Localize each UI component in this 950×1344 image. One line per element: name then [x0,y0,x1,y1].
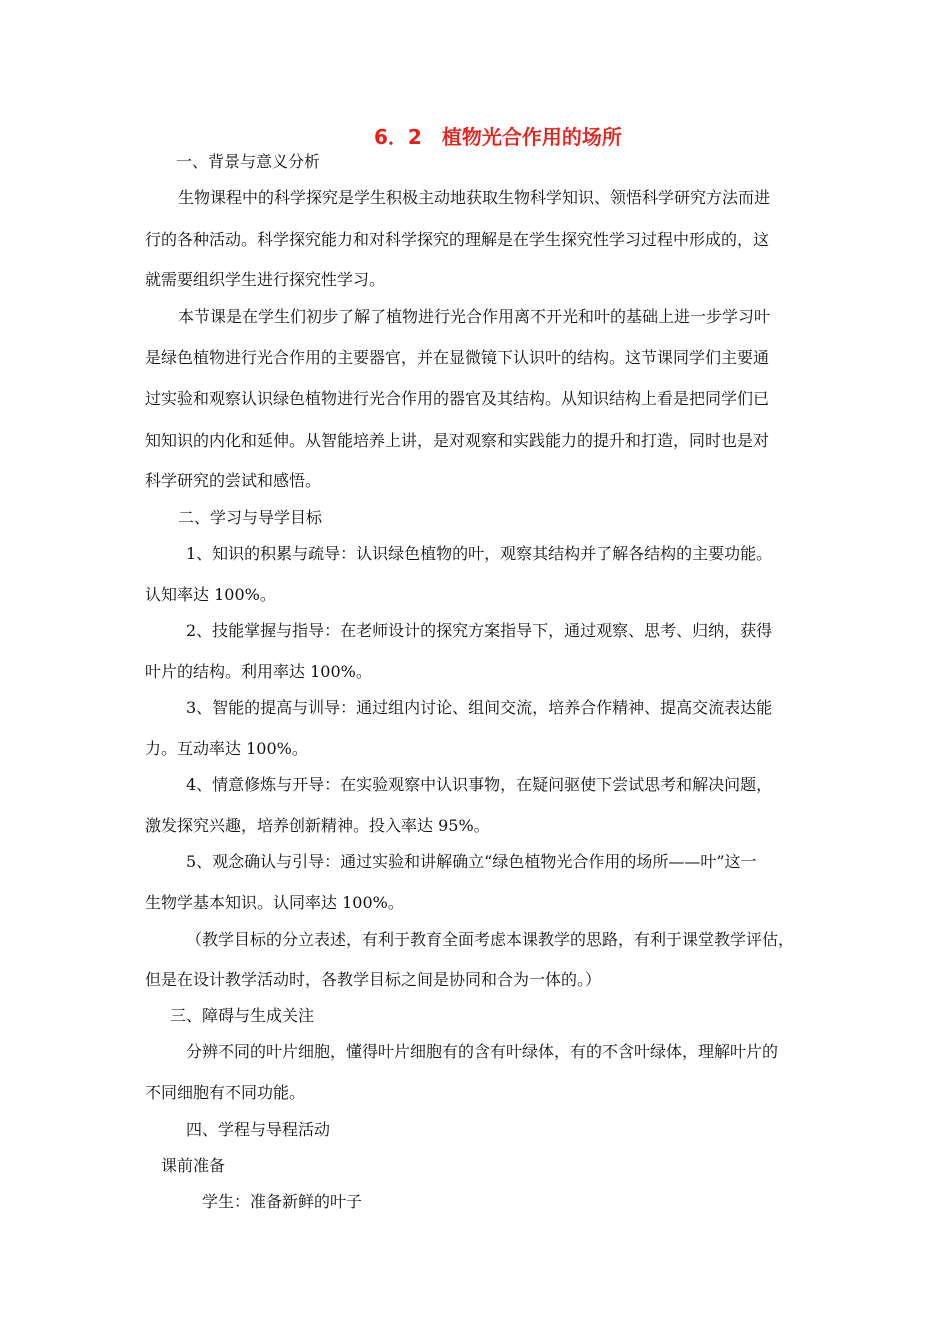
paragraph-line: 过实验和观察认识绿色植物进行光合作用的器官及其结构。从知识结构上看是把同学们已 [145,389,770,408]
goal-item-line: 4、情意修炼与开导：在实验观察中认识事物，在疑问驱使下尝试思考和解决问题， [186,775,773,794]
paragraph-line: 科学研究的尝试和感悟。 [145,471,322,490]
paragraph-line: 学生：准备新鲜的叶子 [202,1192,363,1211]
paragraph-line: 分辨不同的叶片细胞，懂得叶片细胞有的含有叶绿体，有的不含叶绿体，理解叶片的 [186,1042,779,1061]
paragraph-line: 本节课是在学生们初步了解了植物进行光合作用离不开光和叶的基础上进一步学习叶 [178,307,771,326]
paragraph-line: 知知识的内化和延伸。从智能培养上讲，是对观察和实践能力的提升和打造，同时也是对 [145,431,770,450]
goal-item-line: 力。互动率达 100%。 [145,739,308,758]
goal-item-line: 5、观念确认与引导：通过实验和讲解确立“绿色植物光合作用的场所——叶”这一 [186,852,757,871]
note-line: 但是在设计教学活动时，各教学目标之间是协同和合为一体的。） [145,970,602,989]
goal-item-line: 2、技能掌握与指导：在老师设计的探究方案指导下，通过观察、思考、归纳，获得 [186,621,773,640]
paragraph-line: 是绿色植物进行光合作用的主要器官，并在显微镜下认识叶的结构。这节课同学们主要通 [145,348,770,367]
section-heading-background: 一、背景与意义分析 [176,152,321,171]
subheading-preparation: 课前准备 [161,1156,226,1175]
section-heading-activities: 四、学程与导程活动 [186,1120,331,1139]
section-heading-obstacles: 三、障碍与生成关注 [170,1006,315,1025]
goal-item-line: 激发探究兴趣，培养创新精神。投入率达 95%。 [145,816,490,835]
section-heading-goals: 二、学习与导学目标 [178,508,323,527]
paragraph-line: 就需要组织学生进行探究性学习。 [145,270,386,289]
document-title: 6．2 植物光合作用的场所 [374,125,622,149]
goal-item-line: 认知率达 100%。 [145,585,276,604]
goal-item-line: 3、智能的提高与训导：通过组内讨论、组间交流，培养合作精神、提高交流表达能 [186,698,773,717]
paragraph-line: 行的各种活动。科学探究能力和对科学探究的理解是在学生探究性学习过程中形成的，这 [145,230,770,249]
goal-item-line: 1、知识的积累与疏导：认识绿色植物的叶，观察其结构并了解各结构的主要功能。 [186,544,773,563]
goal-item-line: 叶片的结构。利用率达 100%。 [145,662,372,681]
note-line: （教学目标的分立表述，有利于教育全面考虑本课教学的思路，有利于课堂教学评估， [186,930,795,949]
paragraph-line: 生物课程中的科学探究是学生积极主动地获取生物科学知识、领悟科学研究方法而进 [178,188,771,207]
paragraph-line: 不同细胞有不同功能。 [145,1083,306,1102]
goal-item-line: 生物学基本知识。认同率达 100%。 [145,893,404,912]
